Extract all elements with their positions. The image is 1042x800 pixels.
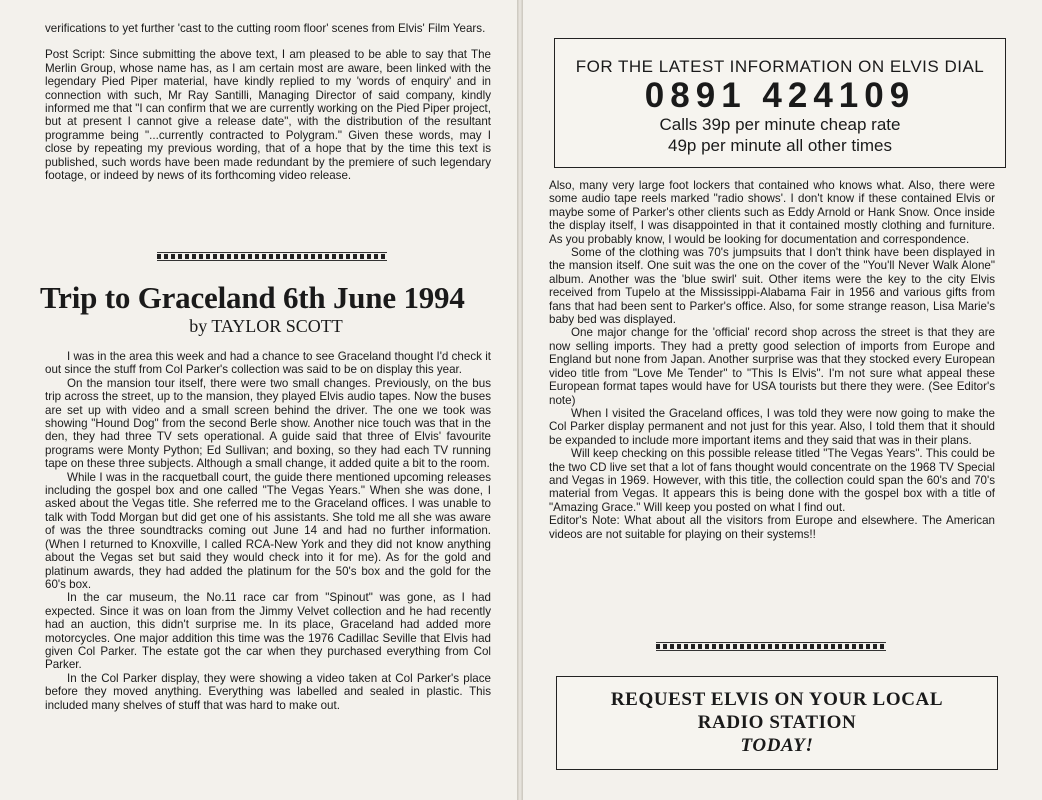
- ad-cheap-rate: Calls 39p per minute cheap rate: [659, 115, 901, 134]
- ad-heading: FOR THE LATEST INFORMATION ON ELVIS DIAL: [575, 57, 985, 76]
- ad-phone-number: 0891 424109: [644, 76, 916, 115]
- article-title: Trip to Graceland 6th June 1994: [40, 280, 465, 315]
- article-paragraph: In the car museum, the No.11 race car from "Spinout" was gone, as I had expected. Since it was on loan from the Jimmy Velvet collection and he had recently had an auction, this didn't surprise me. In its place, Graceland had added more motorcycles. One major addition this time was the 1976 Cadillac Seville that Elvis had given Col Parker. The estate got the car when they purchased everything from Col Parker.: [45, 591, 491, 672]
- article-paragraph: Some of the clothing was 70's jumpsuits that I don't think have been displayed in the mansion itself. One suit was the one on the cover of the "You'll Never Walk Alone" album. Another was the 'blue swirl' suit. Other items were the key to the city Elvis received from Tupelo at the Mississippi-Alabama Fair in 1956 and various gifts from fans that had been sent to Parker's office. Also, for some strange reason, Lisa Marie's baby bed was displayed.: [549, 246, 995, 327]
- editors-note: Editor's Note: What about all the visitors from Europe and elsewhere. The American videos are not suitable for playing on their systems!!: [549, 514, 995, 541]
- article-paragraph: Will keep checking on this possible release titled "The Vegas Years". This could be the two CD live set that a lot of fans thought would concentrate on the 1968 TV Special and Vegas in 1969. However, with this title, the collection could span the 60's and 70's material from Vegas. It appears this is being done with the gospel box with a title of "Amazing Grace." Will keep you posted on what I find out.: [549, 447, 995, 514]
- request-ad-line: RADIO STATION: [697, 712, 857, 733]
- section-divider: [656, 642, 886, 651]
- article-paragraph: One major change for the 'official' record shop across the street is that they are now selling imports. They had a pretty good selection of imports from Europe and England but none from Japan. Another surprise was that they stocked every European video title from "Love Me Tender" to "This Is Elvis". I'm not sure what appeal these European format tapes would have for USA tourists but there they were. (See Editor's note): [549, 326, 995, 407]
- article-body-left: [45, 350, 491, 712]
- section-divider: [157, 252, 387, 261]
- request-ad-today: TODAY!: [740, 735, 814, 756]
- article-body-right: [549, 179, 995, 541]
- post-script-paragraph: Post Script: Since submitting the above text, I am pleased to be able to say that The Merlin Group, whose name has, as I am certain most are aware, been linked with the legendary Pied Piper material, have kindly replied to my 'words of enquiry' and in connection with such, Mr Ray Santilli, Managing Director of said company, kindly informed me that "I can confirm that we are currently working on the Pied Piper project, but at present I cannot give a release date", with the distribution of the resultant programme being "...currently contracted to Polygram." Given these words, may I close by repeating my previous wording, that of a hope that by the time this text is published, such words have been made redundant by the premiere of such legendary footage, or indeed by news of its forthcoming video release.: [45, 48, 491, 183]
- article-paragraph: I was in the area this week and had a chance to see Graceland thought I'd check it out since the stuff from Col Parker's collection was said to be on display this year.: [45, 350, 491, 377]
- article-paragraph: On the mansion tour itself, there were two small changes. Previously, on the bus trip across the street, up to the mansion, they played Elvis audio tapes. Now the buses are set up with video and a small screen behind the driver. The one we took was showing "Hound Dog" from the second Berle show. Another nice touch was that in the den, they had three TV sets operational. A guide said that three of Elvis' favourite programs were Monty Python; Ed Sullivan; and boxing, so they had each TV running tape on these three subjects. Although a small change, it added quite a bit to the room.: [45, 376, 491, 471]
- article-paragraph: Also, many very large foot lockers that contained who knows what. Also, there were some audio tape reels marked "radio shows'. I don't know if these contained Elvis or maybe some of Parker's other clients such as Eddy Arnold or Hank Snow. Once inside the display itself, I was disappointed in that it contained mostly clothing and furniture. As you probably know, I would be looking for documentation and correspondence.: [549, 179, 995, 246]
- request-ad-line: REQUEST ELVIS ON YOUR LOCAL: [610, 689, 944, 710]
- article-paragraph: While I was in the racquetball court, the guide there mentioned upcoming releases including the gospel box and one called "The Vegas Years." When she was done, I asked about the Vegas title. She referred me to the Graceland offices. I was unable to talk with Todd Morgan but did get one of his assistants. She told me all she was aware of was the three soundtracks coming out June 14 and had no further information. (When I returned to Knoxville, I called RCA-New York and they did not know anything about the Vegas set but said they would check into it for me). As for the gold and platinum awards, they had added the platinum for the 50's box and the gold for the 60's box.: [45, 470, 491, 591]
- article-paragraph: In the Col Parker display, they were showing a video taken at Col Parker's place before they moved anything. Everything was labelled and sealed in plastic. This included many shelves of stuff that was hard to make out.: [45, 671, 491, 712]
- ad-other-rate: 49p per minute all other times: [668, 136, 892, 155]
- continued-paragraph: verifications to yet further 'cast to the cutting room floor' scenes from Elvis' Film Years.: [45, 22, 486, 35]
- elvis-info-line-ad: [554, 38, 1006, 168]
- continued-article-text: [45, 22, 491, 182]
- page-gutter: [517, 0, 523, 800]
- request-elvis-ad: [556, 676, 998, 770]
- article-paragraph: When I visited the Graceland offices, I was told they were now going to make the Col Parker display permanent and not just for this year. Also, I told them that it should be expanded to include more important items and they said that was in their plans.: [549, 406, 995, 447]
- article-byline: by TAYLOR SCOTT: [189, 316, 343, 336]
